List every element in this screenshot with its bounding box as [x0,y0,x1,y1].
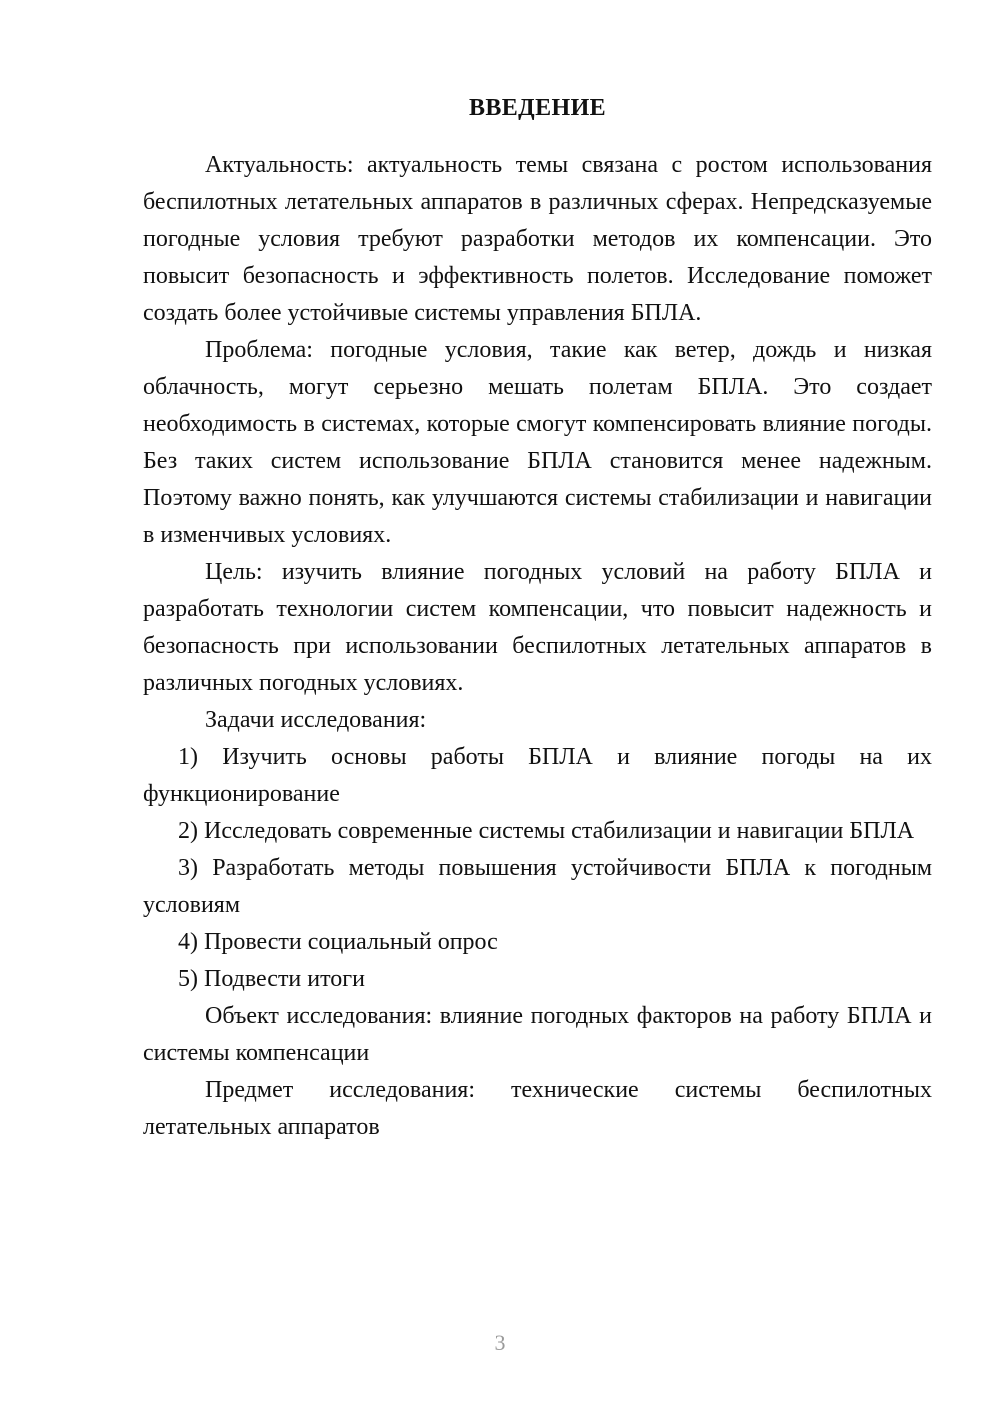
paragraph-goal: Цель: изучить влияние погодных условий на работу БПЛА и разработать технологии систем компенсации, что повысит надежность и безопасность при использовании беспилотных летательных аппаратов в различных погодных условиях. [143,559,932,696]
page-number: 3 [494,1330,506,1355]
task-item-5: 5) Подвести итоги [178,966,365,992]
document-body [143,90,932,1146]
task-item-4: 4) Провести социальный опрос [178,929,498,955]
task-item-3: 3) Разработать методы повышения устойчивости БПЛА к погодным условиям [143,855,932,918]
paragraph-problem: Проблема: погодные условия, такие как ветер, дождь и низкая облачность, могут серьезно мешать полетам БПЛА. Это создает необходимость в системах, которые смогут компенсировать влияние погоды. Без таких систем использование БПЛА становится менее надежным. Поэтому важно понять, как улучшаются системы стабилизации и навигации в изменчивых условиях. [143,337,932,548]
paragraph-relevance: Актуальность: актуальность темы связана с ростом использования беспилотных летательных аппаратов в различных сферах. Непредсказуемые погодные условия требуют разработки методов их компенсации. Это повысит безопасность и эффективность полетов. Исследование поможет создать более устойчивые системы управления БПЛА. [143,152,932,326]
task-item-2: 2) Исследовать современные системы стабилизации и навигации БПЛА [178,818,915,844]
paragraph-object: Объект исследования: влияние погодных факторов на работу БПЛА и системы компенсации [143,1003,932,1066]
task-item-1: 1) Изучить основы работы БПЛА и влияние погоды на их функционирование [143,744,932,807]
paragraph-tasks-label: Задачи исследования: [205,707,427,733]
paragraph-subject: Предмет исследования: технические системы беспилотных летательных аппаратов [143,1077,932,1140]
page-title: ВВЕДЕНИЕ [468,95,607,121]
